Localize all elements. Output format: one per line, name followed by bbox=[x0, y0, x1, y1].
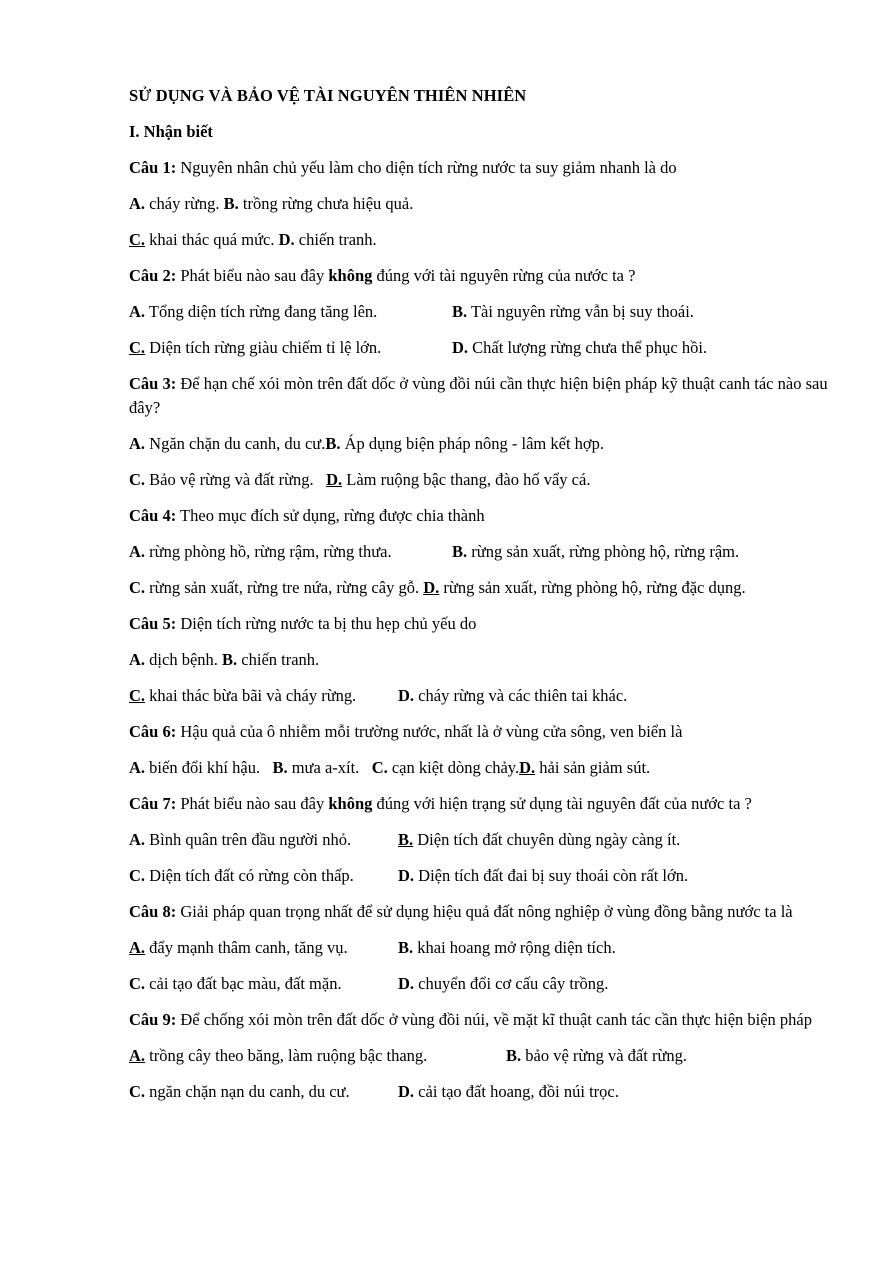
option-text: chiến tranh. bbox=[237, 650, 320, 669]
option-letter: A. bbox=[129, 302, 146, 321]
options-line bbox=[129, 828, 829, 852]
option-text: Diện tích đất có rừng còn thấp. bbox=[145, 866, 354, 885]
correct-option-letter: C. bbox=[129, 230, 146, 249]
options-line bbox=[129, 336, 829, 360]
option-letter: A. bbox=[129, 434, 146, 453]
option-text: Tổng diện tích rừng đang tăng lên. bbox=[145, 302, 378, 321]
question-text: Theo mục đích sử dụng, rừng được chia thành bbox=[176, 506, 485, 525]
question-8 bbox=[129, 900, 829, 924]
option-letter: C. bbox=[129, 578, 146, 597]
question-4 bbox=[129, 504, 829, 528]
option-text: Diện tích đất chuyên dùng ngày càng ít. bbox=[413, 830, 681, 849]
option-text: dịch bệnh. bbox=[145, 650, 223, 669]
option-text: biến đổi khí hậu. bbox=[145, 758, 265, 777]
option-text: chuyển đổi cơ cấu cây trồng. bbox=[414, 974, 609, 993]
question-3 bbox=[129, 372, 829, 420]
options-line bbox=[129, 756, 829, 780]
question-label: Câu 1: bbox=[129, 158, 177, 177]
question-5 bbox=[129, 612, 829, 636]
option-letter: B. bbox=[272, 758, 288, 777]
option-text: cải tạo đất bạc màu, đất mặn. bbox=[145, 974, 342, 993]
option-letter: C. bbox=[371, 758, 388, 777]
option-letter: B. bbox=[325, 434, 341, 453]
options-line bbox=[129, 1044, 829, 1068]
option-text: khai thác quá mức. bbox=[145, 230, 279, 249]
option-letter: A. bbox=[129, 758, 146, 777]
option-text: cháy rừng và các thiên tai khác. bbox=[414, 686, 628, 705]
question-label: Câu 4: bbox=[129, 506, 177, 525]
question-label: Câu 8: bbox=[129, 902, 177, 921]
question-7 bbox=[129, 792, 829, 816]
option-text: rừng sản xuất, rừng phòng hộ, rừng rậm. bbox=[467, 542, 740, 561]
option-letter: A. bbox=[129, 650, 146, 669]
option-text: cháy rừng. bbox=[145, 194, 224, 213]
option-text: rừng phòng hồ, rừng rậm, rừng thưa. bbox=[145, 542, 392, 561]
options-line bbox=[129, 648, 829, 672]
option-text: Chất lượng rừng chưa thể phục hồi. bbox=[468, 338, 708, 357]
correct-option-letter: C. bbox=[129, 686, 146, 705]
section-heading: I. Nhận biết bbox=[129, 122, 213, 141]
option-text: Bảo vệ rừng và đất rừng. bbox=[145, 470, 318, 489]
question-emphasis: không bbox=[328, 266, 373, 285]
option-text: ngăn chặn nạn du canh, du cư. bbox=[145, 1082, 350, 1101]
option-text: Bình quân trên đầu người nhỏ. bbox=[145, 830, 352, 849]
option-text: Làm ruộng bậc thang, đào hố vẩy cá. bbox=[342, 470, 591, 489]
question-text: Diện tích rừng nước ta bị thu hẹp chủ yếu do bbox=[176, 614, 477, 633]
question-text: Giải pháp quan trọng nhất để sử dụng hiệu quả đất nông nghiệp ở vùng đồng bằng nước ta là bbox=[176, 902, 793, 921]
option-text: đẩy mạnh thâm canh, tăng vụ. bbox=[145, 938, 348, 957]
question-1 bbox=[129, 156, 829, 180]
option-letter: C. bbox=[129, 866, 146, 885]
document-title: SỬ DỤNG VÀ BẢO VỆ TÀI NGUYÊN THIÊN NHIÊN bbox=[129, 86, 527, 105]
document-page bbox=[129, 84, 829, 1116]
option-letter: B. bbox=[222, 650, 238, 669]
options-line bbox=[129, 684, 829, 708]
question-text: Để chống xói mòn trên đất dốc ở vùng đồi núi, về mặt kĩ thuật canh tác cần thực hiện biện pháp bbox=[176, 1010, 813, 1029]
option-text: mưa a-xít. bbox=[287, 758, 364, 777]
option-text: rừng sản xuất, rừng tre nứa, rừng cây gỗ. bbox=[145, 578, 424, 597]
option-letter: D. bbox=[398, 974, 415, 993]
option-letter: C. bbox=[129, 1082, 146, 1101]
option-text: rừng sản xuất, rừng phòng hộ, rừng đặc dụng. bbox=[439, 578, 746, 597]
correct-option-letter: C. bbox=[129, 338, 146, 357]
correct-option-letter: D. bbox=[519, 758, 536, 777]
options-line bbox=[129, 1080, 829, 1104]
question-6 bbox=[129, 720, 829, 744]
option-text: hải sản giảm sút. bbox=[535, 758, 651, 777]
option-text: Ngăn chặn du canh, du cư. bbox=[145, 434, 326, 453]
question-text: đúng với hiện trạng sử dụng tài nguyên đất của nước ta ? bbox=[372, 794, 752, 813]
option-letter: B. bbox=[223, 194, 239, 213]
option-text: trồng cây theo băng, làm ruộng bậc thang. bbox=[145, 1046, 428, 1065]
option-text: chiến tranh. bbox=[294, 230, 377, 249]
question-label: Câu 5: bbox=[129, 614, 177, 633]
option-letter: D. bbox=[398, 686, 415, 705]
option-letter: A. bbox=[129, 830, 146, 849]
option-letter: C. bbox=[129, 974, 146, 993]
question-label: Câu 6: bbox=[129, 722, 177, 741]
options-line bbox=[129, 540, 829, 564]
option-letter: D. bbox=[452, 338, 469, 357]
option-letter: B. bbox=[398, 938, 414, 957]
question-2 bbox=[129, 264, 829, 288]
question-label: Câu 3: bbox=[129, 374, 177, 393]
options-line bbox=[129, 972, 829, 996]
option-text: cải tạo đất hoang, đồi núi trọc. bbox=[414, 1082, 619, 1101]
option-text: Diện tích đất đai bị suy thoái còn rất lớn. bbox=[414, 866, 689, 885]
options-line bbox=[129, 576, 829, 600]
option-letter: B. bbox=[452, 542, 468, 561]
option-letter: D. bbox=[398, 866, 415, 885]
options-line bbox=[129, 300, 829, 324]
correct-option-letter: D. bbox=[423, 578, 440, 597]
question-text: Nguyên nhân chủ yếu làm cho diện tích rừng nước ta suy giảm nhanh là do bbox=[176, 158, 677, 177]
option-letter: A. bbox=[129, 194, 146, 213]
option-letter: D. bbox=[278, 230, 295, 249]
question-label: Câu 2: bbox=[129, 266, 177, 285]
correct-option-letter: D. bbox=[326, 470, 343, 489]
question-label: Câu 7: bbox=[129, 794, 177, 813]
options-line bbox=[129, 864, 829, 888]
option-letter: A. bbox=[129, 542, 146, 561]
options-line bbox=[129, 228, 829, 252]
question-text: đúng với tài nguyên rừng của nước ta ? bbox=[372, 266, 636, 285]
question-label: Câu 9: bbox=[129, 1010, 177, 1029]
option-letter: B. bbox=[452, 302, 468, 321]
options-line bbox=[129, 192, 829, 216]
option-letter: B. bbox=[506, 1046, 522, 1065]
correct-option-letter: A. bbox=[129, 1046, 146, 1065]
option-text: Diện tích rừng giàu chiếm tỉ lệ lớn. bbox=[145, 338, 382, 357]
question-text: Phát biểu nào sau đây bbox=[176, 266, 329, 285]
option-text: khai thác bừa bãi và cháy rừng. bbox=[145, 686, 357, 705]
option-text: Tài nguyên rừng vẫn bị suy thoái. bbox=[467, 302, 694, 321]
option-letter: C. bbox=[129, 470, 146, 489]
question-9 bbox=[129, 1008, 829, 1032]
question-text: Phát biểu nào sau đây bbox=[176, 794, 329, 813]
option-letter: D. bbox=[398, 1082, 415, 1101]
question-text: Để hạn chế xói mòn trên đất dốc ở vùng đồi núi cần thực hiện biện pháp kỹ thuật canh tác nào sau đây? bbox=[129, 374, 828, 417]
question-text: Hậu quả của ô nhiễm mỗi trường nước, nhất là ở vùng cửa sông, ven biển là bbox=[176, 722, 683, 741]
options-line bbox=[129, 468, 829, 492]
options-line bbox=[129, 432, 829, 456]
option-text: Áp dụng biện pháp nông - lâm kết hợp. bbox=[340, 434, 605, 453]
option-text: bảo vệ rừng và đất rừng. bbox=[521, 1046, 688, 1065]
correct-option-letter: B. bbox=[398, 830, 414, 849]
options-line bbox=[129, 936, 829, 960]
correct-option-letter: A. bbox=[129, 938, 146, 957]
option-text: cạn kiệt dòng chảy. bbox=[387, 758, 520, 777]
option-text: trồng rừng chưa hiệu quả. bbox=[238, 194, 414, 213]
question-emphasis: không bbox=[328, 794, 373, 813]
option-text: khai hoang mở rộng diện tích. bbox=[413, 938, 616, 957]
